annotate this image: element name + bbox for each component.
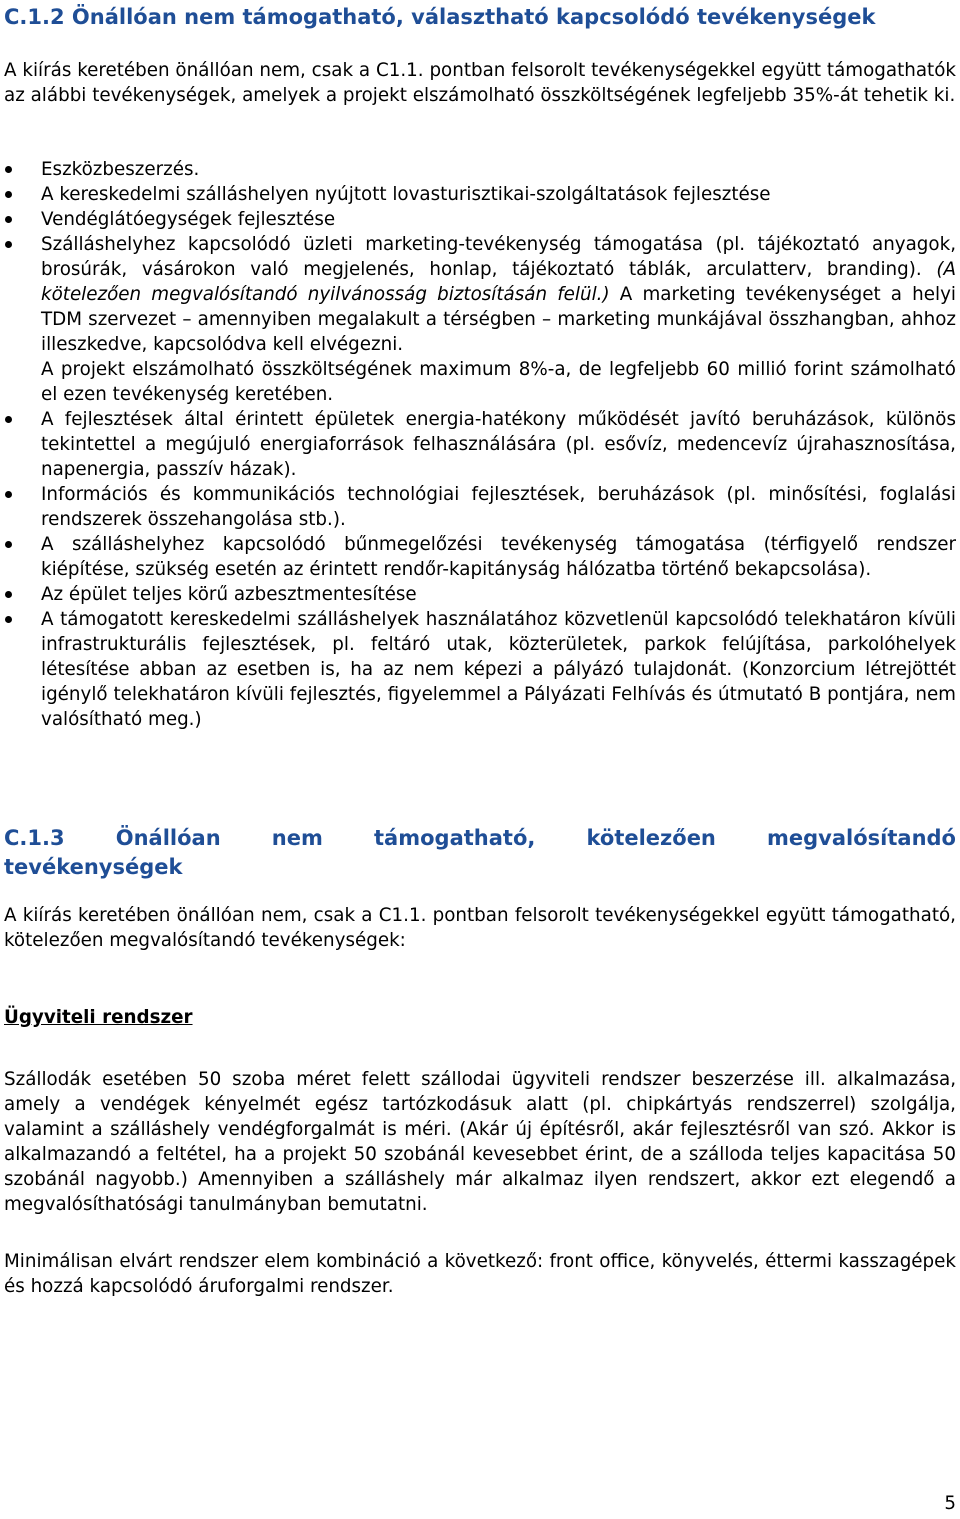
italic-note: (A kötelezően megvalósítandó nyilvánosság biztosításán felül.) <box>41 259 956 305</box>
section-heading-line2: tevékenységek <box>4 855 183 879</box>
bullet-icon <box>5 541 12 548</box>
section-heading-c13 <box>4 824 956 882</box>
bullet-icon <box>5 166 12 173</box>
bullet-icon <box>5 591 12 598</box>
subheading-ugyviteli-rendszer: Ügyviteli rendszer <box>4 1007 193 1028</box>
list-item: Információs és kommunikációs technológiai fejlesztések, beruházások (pl. minősítési, foglalási rendszerek összehangolása stb.). <box>0 482 960 532</box>
section-heading-line1: C.1.3 Önállóan nem támogatható, kötelezően megvalósítandó <box>4 826 956 850</box>
list-item: A kereskedelmi szálláshelyen nyújtott lovasturisztikai-szolgáltatások fejlesztése <box>0 182 960 207</box>
bullet-icon <box>5 241 12 248</box>
bullet-icon <box>5 216 12 223</box>
page-number: 5 <box>944 1493 956 1514</box>
bullet-icon <box>5 191 12 198</box>
list-item: Szálláshelyhez kapcsolódó üzleti marketing-tevékenység támogatása (pl. tájékoztató anyagok, brosúrák, vásárokon való megjelenés, honlap, tájékoztató táblák, arculatterv, branding). (A kötelezően megvalósítandó nyilvánosság biztosításán felül.) A marketing tevékenységet a helyi TDM szervezet – amennyiben megalakult a térségben – marketing munkájával összhangban, ahhoz illeszkedve, kapcsolódva kell elvégezni. A projekt elszámolható összköltségének maximum 8%-a, de legfeljebb 60 millió forint számolható el ezen tevékenység keretében. <box>0 232 960 407</box>
list-item: A támogatott kereskedelmi szálláshelyek használatához közvetlenül kapcsolódó telekhatáron kívüli infrastrukturális fejlesztések, pl. feltáró utak, közterületek, parkok felújítása, parkolóhelyek létesítése abban az esetben is, ha az nem képezi a pályázó tulajdonát. (Konzorcium létrejöttét igénylő telekhatáron kívüli fejlesztés, figyelemmel a Pályázati Felhívás és útmutató B pontjára, nem valósítható meg.) <box>0 607 960 732</box>
section2-intro: A kiírás keretében önállóan nem, csak a C1.1. pontban felsorolt tevékenységekkel együtt támogatható, kötelezően megvalósítandó tevékenységek: <box>4 905 956 951</box>
section1-intro: A kiírás keretében önállóan nem, csak a C1.1. pontban felsorolt tevékenységekkel együtt támogathatók az alábbi tevékenységek, amelyek a projekt elszámolható összköltségének legfeljebb 35%-át tehetik ki. <box>4 60 956 106</box>
bullet-icon <box>5 491 12 498</box>
ugyviteli-paragraph-2: Minimálisan elvárt rendszer elem kombináció a következő: front office, könyvelés, éttermi kasszagépek és hozzá kapcsolódó áruforgalmi rendszer. <box>4 1251 956 1297</box>
list-item: A fejlesztések által érintett épületek energia-hatékony működését javító beruházások, különös tekintettel a megújuló energiaforrások felhasználására (pl. esővíz, medencevíz újrahasznosítása, napenergia, passzív házak). <box>0 407 960 482</box>
ugyviteli-paragraph-1: Szállodák esetében 50 szoba méret felett szállodai ügyviteli rendszer beszerzése ill. alkalmazása, amely a vendégek kényelmét egész tartózkodásuk alatt (pl. chipkártyás rendszerrel) szolgálja, valamint a szálláshely vendégforgalmát is méri. (Akár új építésről, akár fejlesztésről van szó. Akkor is alkalmazandó a feltétel, ha a projekt 50 szobánál kevesebbet érint, de a szálloda teljes kapacitása 50 szobánál nagyobb.) Amennyiben a szálláshely már alkalmaz ilyen rendszert, akkor ezt elegendő a megvalósíthatósági tanulmányban bemutatni. <box>4 1069 956 1215</box>
budget-limit-note: A projekt elszámolható összköltségének maximum 8%-a, de legfeljebb 60 millió forint számolható el ezen tevékenység keretében. <box>41 359 956 405</box>
list-item: A szálláshelyhez kapcsolódó bűnmegelőzési tevékenység támogatása (térfigyelő rendszer kiépítése, szükség esetén az érintett rendőr-kapitányság hálózatba történő bekapcsolása). <box>0 532 960 582</box>
activity-bullet-list <box>0 157 960 732</box>
section-heading-c12: C.1.2 Önállóan nem támogatható, választható kapcsolódó tevékenységek <box>4 5 876 29</box>
bullet-icon <box>5 616 12 623</box>
list-item: Vendéglátóegységek fejlesztése <box>0 207 960 232</box>
list-item: Az épület teljes körű azbesztmentesítése <box>0 582 960 607</box>
list-item: Eszközbeszerzés. <box>0 157 960 182</box>
bullet-icon <box>5 416 12 423</box>
